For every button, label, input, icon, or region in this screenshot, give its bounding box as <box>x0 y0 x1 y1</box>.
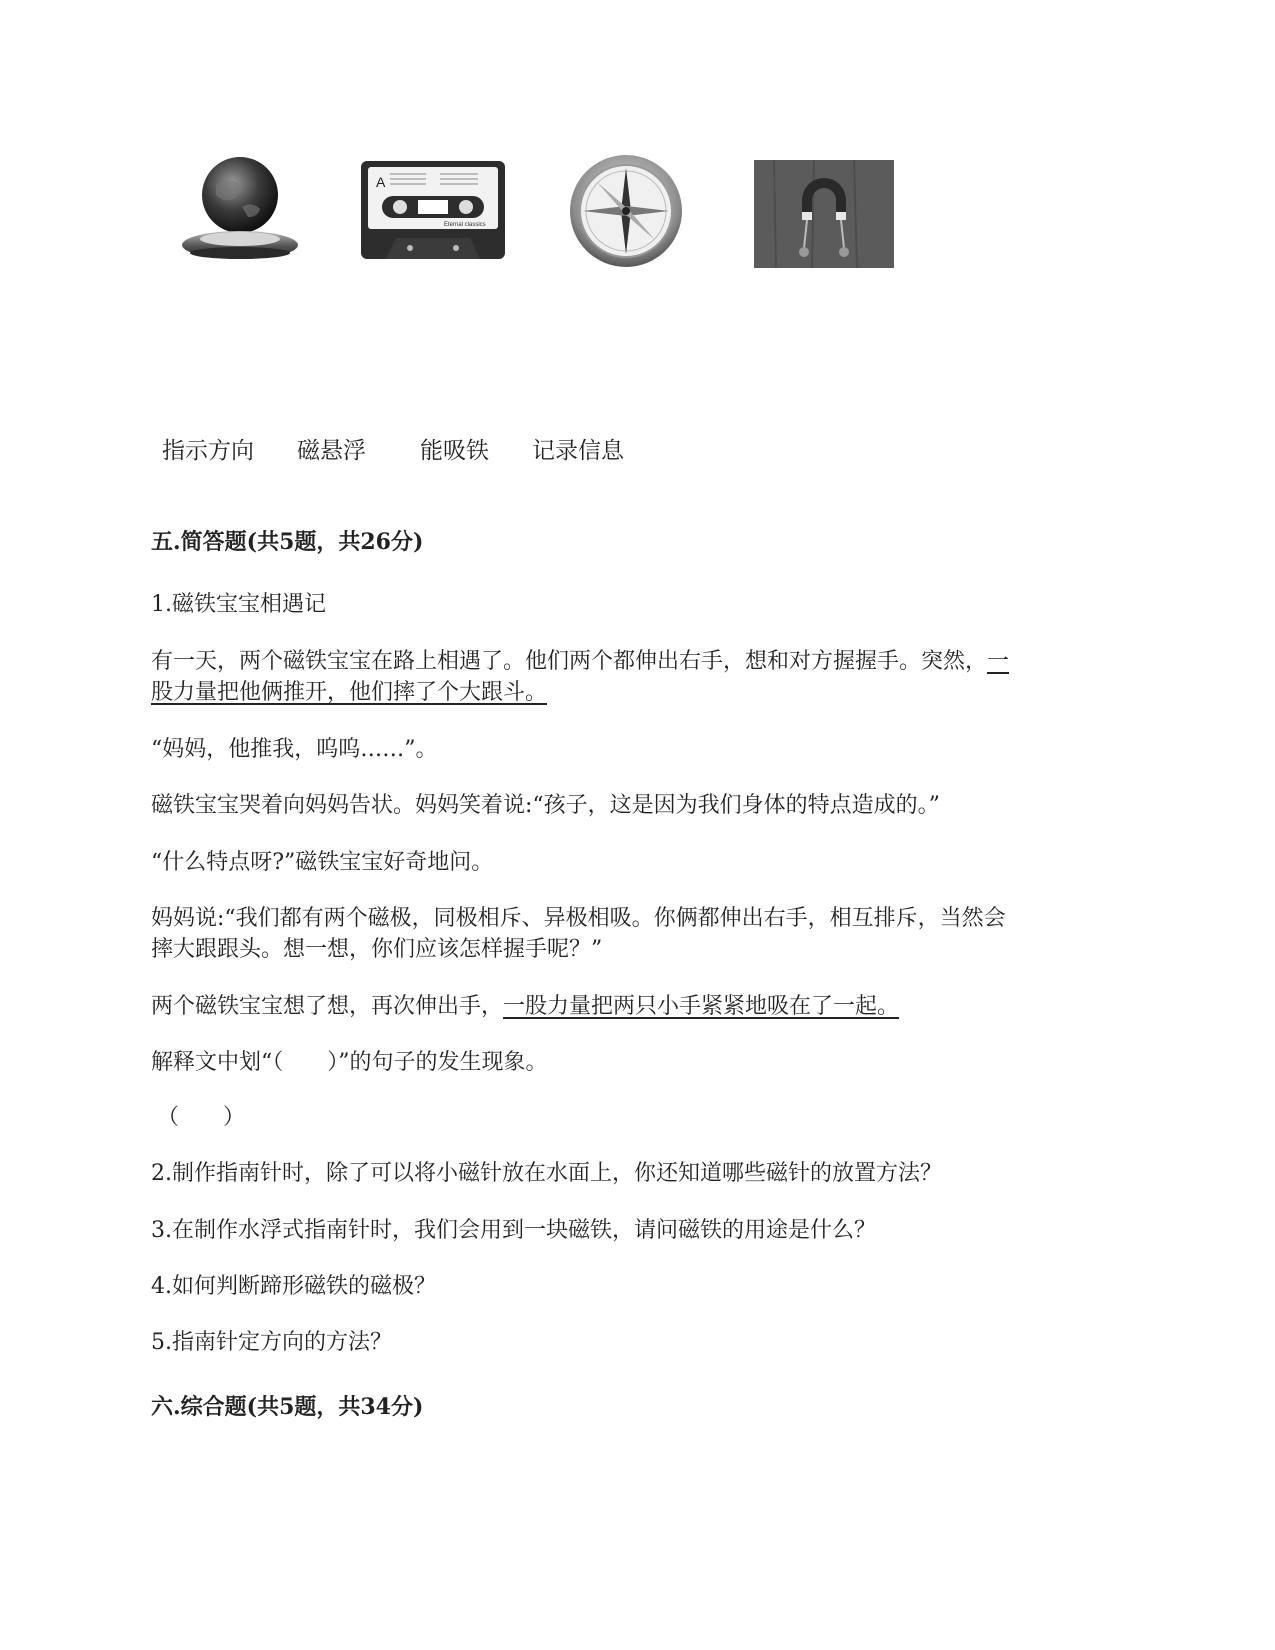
story-p5-line1: 妈妈说:“我们都有两个磁极，同极相斥、异极相吸。你俩都伸出右手，相互排斥，当然会 <box>151 906 1006 931</box>
answer-blank: （ ） <box>157 1105 246 1130</box>
story-paragraph-2: “妈妈，他推我，呜呜……”。 <box>151 737 438 762</box>
story-p6-text: 两个磁铁宝宝想了想，再次伸出手， <box>151 994 504 1019</box>
question-1-title: 1.磁铁宝宝相遇记 <box>151 592 326 617</box>
story-p6-underline: 一股力量把两只小手紧紧地吸在了一起。 <box>503 994 900 1019</box>
cassette-brand-text: Eternal classics <box>444 222 486 228</box>
section-5-title: 五.简答题(共5题，共26分) <box>151 529 424 555</box>
horseshoe-magnet-with-keys-icon <box>754 160 894 268</box>
cassette-tape-icon <box>360 160 506 260</box>
story-paragraph-6 <box>151 992 899 1022</box>
label-record-info: 记录信息 <box>532 438 624 464</box>
story-paragraph-3: 磁铁宝宝哭着向妈妈告状。妈妈笑着说:“孩子，这是因为我们身体的特点造成的。” <box>151 793 940 818</box>
levitating-globe-icon <box>180 155 300 273</box>
question-1-prompt: 解释文中划“（ ）”的句子的发生现象。 <box>151 1050 548 1075</box>
story-paragraph-4: “什么特点呀?”磁铁宝宝好奇地问。 <box>151 850 494 875</box>
label-levitation: 磁悬浮 <box>297 438 366 464</box>
story-p1-text: 有一天，两个磁铁宝宝在路上相遇了。他们两个都伸出右手，想和对方握握手。突然， <box>151 649 988 674</box>
label-attract-iron: 能吸铁 <box>420 438 489 464</box>
question-5: 5.指南针定方向的方法？ <box>151 1330 392 1355</box>
story-p5-line2: 摔大跟跟头。想一想，你们应该怎样握手呢？” <box>151 937 603 962</box>
story-p1-underline-rest: 股力量把他俩推开，他们摔了个大跟斗。 <box>151 680 548 705</box>
cassette-side-letter: A <box>376 174 386 190</box>
question-4: 4.如何判断蹄形磁铁的磁极？ <box>151 1274 436 1299</box>
label-direction: 指示方向 <box>162 438 254 464</box>
story-p1-underline-start: 一 <box>987 649 1010 674</box>
question-2: 2.制作指南针时，除了可以将小磁针放在水面上，你还知道哪些磁针的放置方法？ <box>151 1161 942 1186</box>
story-paragraph-1 <box>151 646 1131 708</box>
question-3: 3.在制作水浮式指南针时，我们会用到一块磁铁，请问磁铁的用途是什么？ <box>151 1218 876 1243</box>
story-paragraph-5 <box>151 903 1131 965</box>
section-6-title: 六.综合题(共5题，共34分) <box>151 1394 424 1420</box>
compass-icon <box>569 154 683 268</box>
